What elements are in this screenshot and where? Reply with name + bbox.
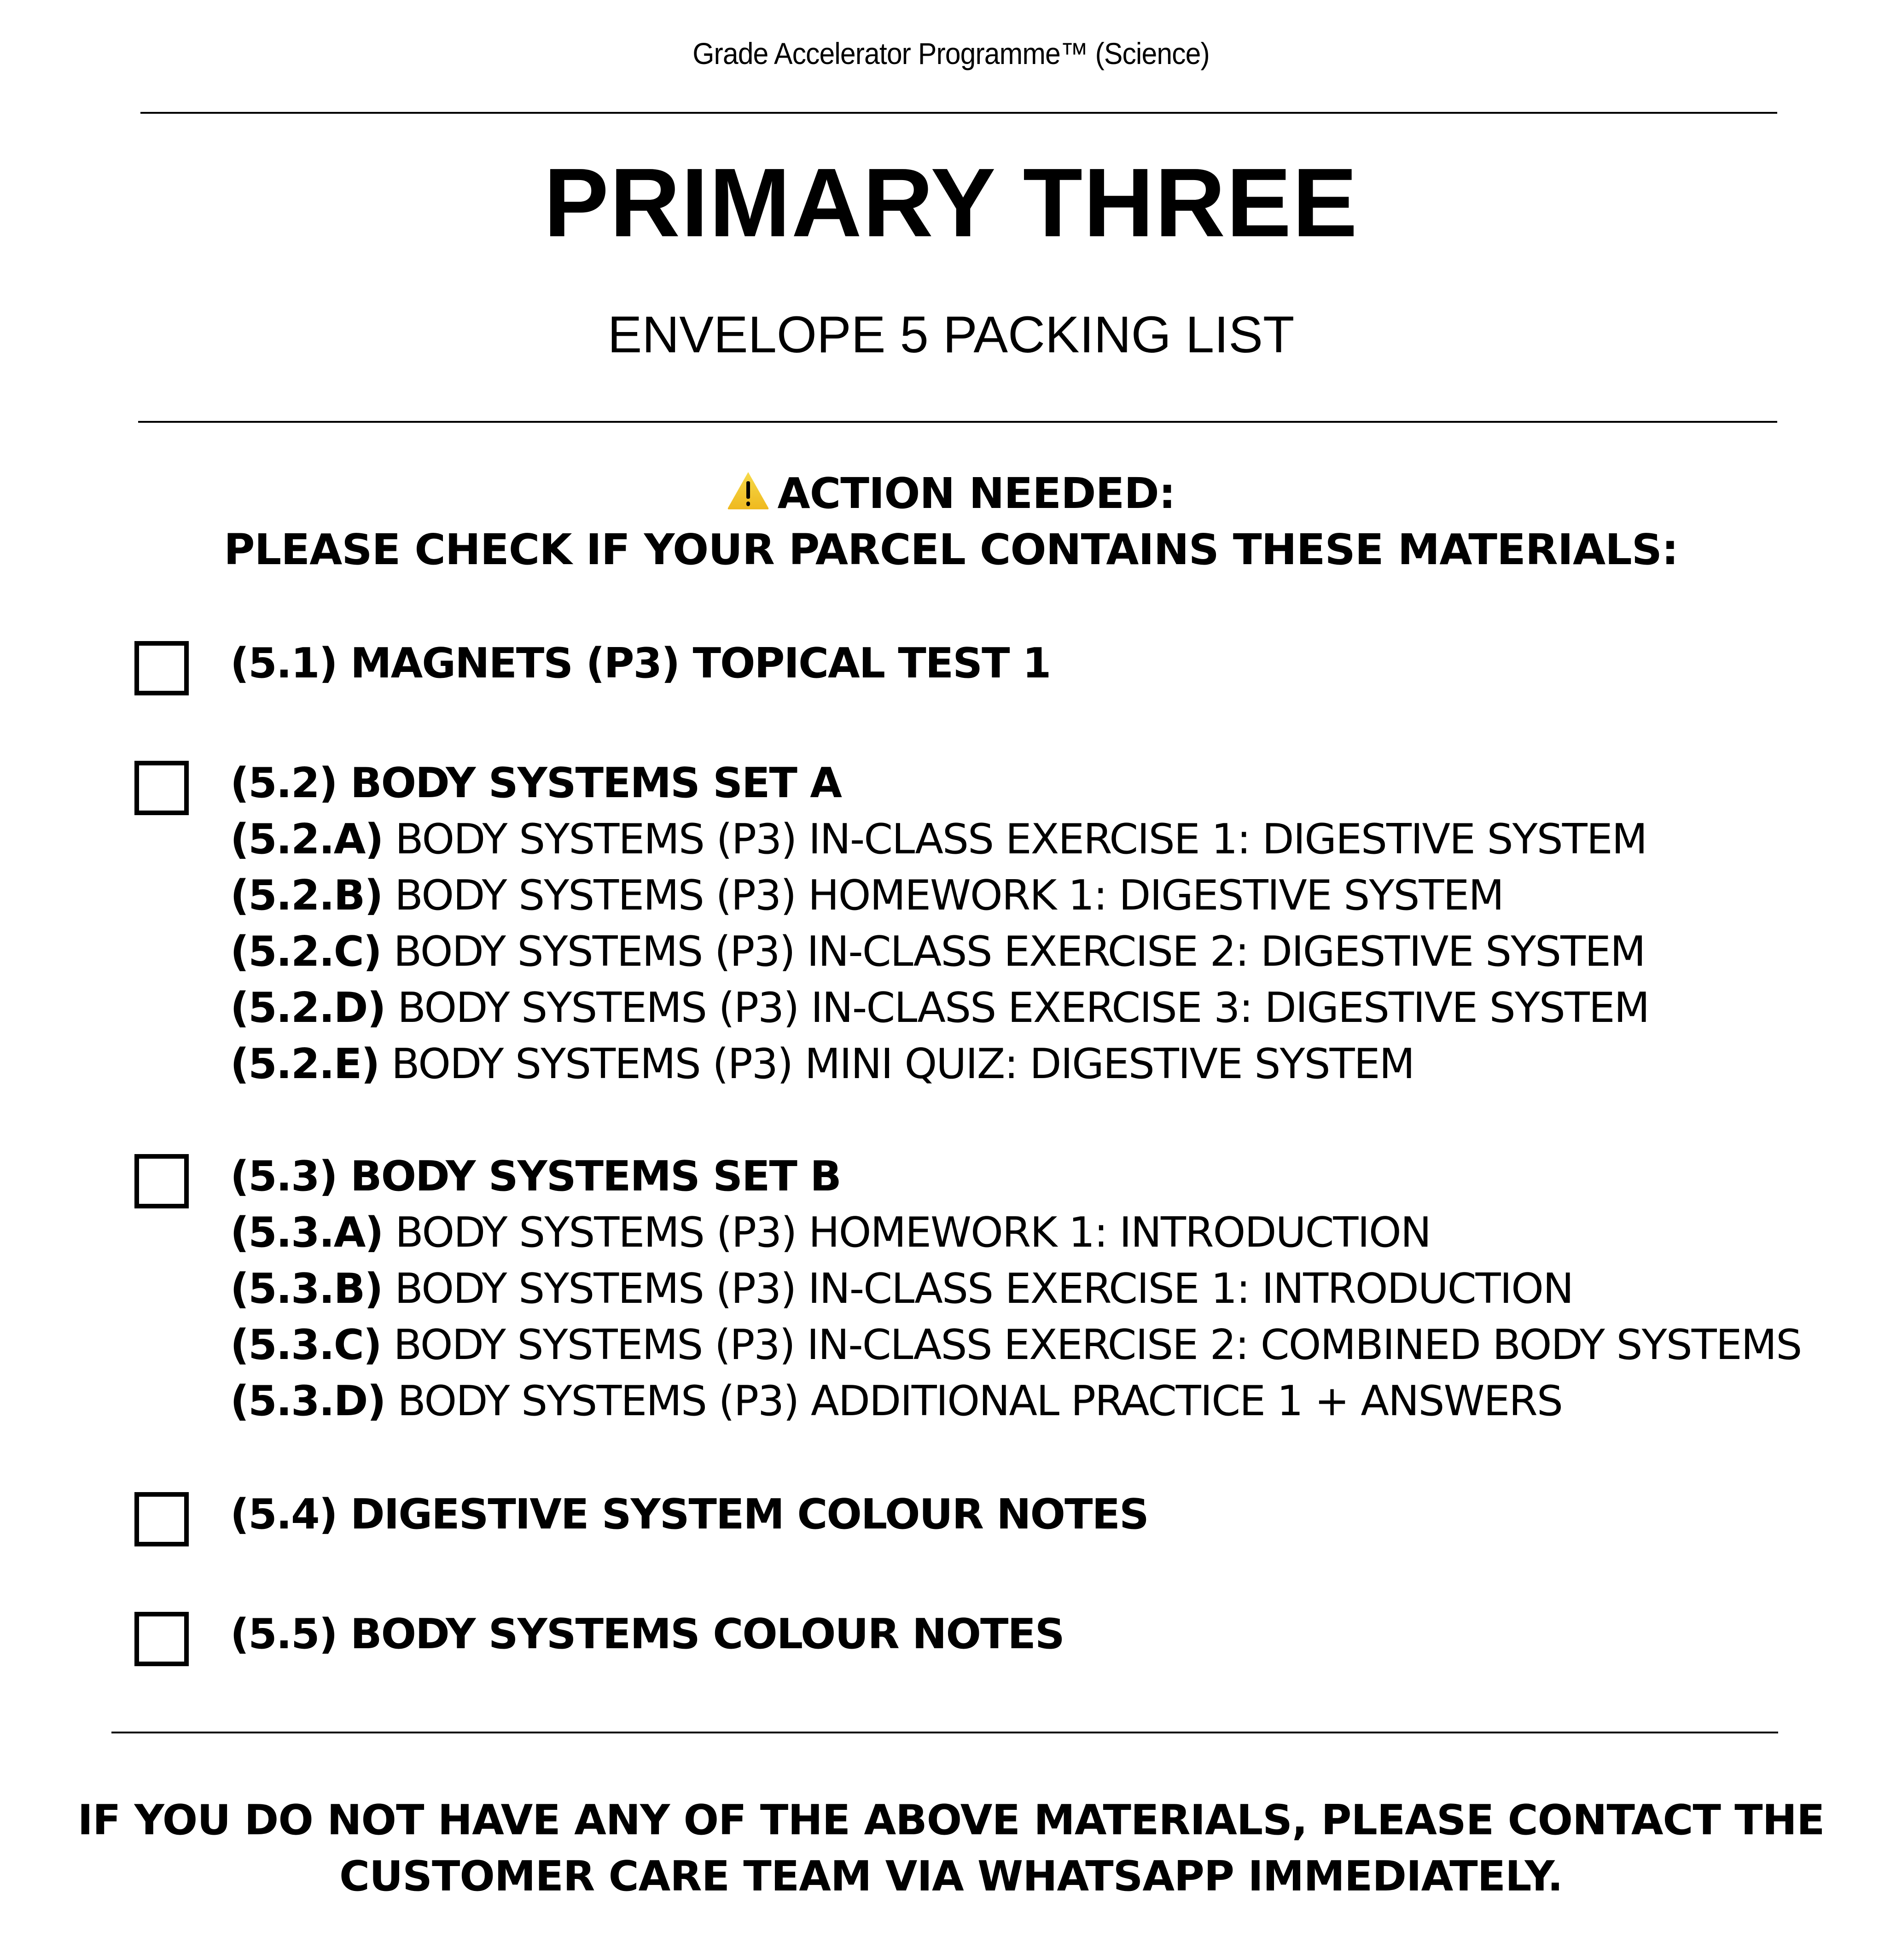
checkbox-5-4[interactable] — [134, 1492, 189, 1546]
subitem-text: BODY SYSTEMS (P3) HOMEWORK 1: DIGESTIVE SYSTEM — [395, 871, 1503, 920]
item-5-3-label: (5.3) BODY SYSTEMS SET B — [230, 1152, 841, 1201]
checkbox-5-5[interactable] — [134, 1612, 189, 1666]
subitem-code: (5.3.A) — [230, 1208, 383, 1257]
subitem-5-2-c — [230, 928, 1645, 976]
subitem-5-3-d — [230, 1377, 1562, 1425]
page-subtitle: ENVELOPE 5 PACKING LIST — [607, 306, 1295, 363]
checkbox-5-3[interactable] — [134, 1154, 189, 1208]
subitem-text: BODY SYSTEMS (P3) HOMEWORK 1: INTRODUCTION — [395, 1208, 1431, 1257]
subitem-code: (5.2.B) — [230, 871, 383, 920]
subitem-5-2-e — [230, 1040, 1414, 1088]
subitem-text: BODY SYSTEMS (P3) ADDITIONAL PRACTICE 1 + ANSWERS — [397, 1377, 1562, 1425]
footer-notice-line1: IF YOU DO NOT HAVE ANY OF THE ABOVE MATERIALS, PLEASE CONTACT THE — [77, 1796, 1825, 1844]
subitem-text: BODY SYSTEMS (P3) IN-CLASS EXERCISE 2: DIGESTIVE SYSTEM — [393, 928, 1645, 976]
subitem-code: (5.2.E) — [230, 1040, 379, 1088]
warning-icon — [727, 471, 769, 509]
subitem-text: BODY SYSTEMS (P3) MINI QUIZ: DIGESTIVE SYSTEM — [391, 1040, 1414, 1088]
subitem-text: BODY SYSTEMS (P3) IN-CLASS EXERCISE 1: DIGESTIVE SYSTEM — [395, 815, 1647, 863]
subitem-5-2-b — [230, 871, 1503, 920]
item-5-5-label: (5.5) BODY SYSTEMS COLOUR NOTES — [230, 1610, 1064, 1658]
action-needed-heading — [0, 469, 1902, 518]
subitem-text: BODY SYSTEMS (P3) IN-CLASS EXERCISE 1: INTRODUCTION — [395, 1265, 1573, 1313]
subitem-code: (5.3.B) — [230, 1265, 383, 1313]
subitem-code: (5.2.D) — [230, 984, 385, 1032]
subitem-5-2-d — [230, 984, 1649, 1032]
subitem-text: BODY SYSTEMS (P3) IN-CLASS EXERCISE 2: COMBINED BODY SYSTEMS — [393, 1321, 1802, 1369]
subitem-5-2-a — [230, 815, 1646, 863]
page-title: PRIMARY THREE — [543, 148, 1359, 257]
subitem-code: (5.3.C) — [230, 1321, 381, 1369]
footer-notice-line2: CUSTOMER CARE TEAM VIA WHATSAPP IMMEDIATELY. — [339, 1852, 1563, 1901]
checkbox-5-1[interactable] — [134, 641, 189, 695]
footer-divider — [111, 1732, 1778, 1733]
header-divider — [140, 112, 1777, 114]
action-needed-label: ACTION NEEDED: — [777, 469, 1175, 518]
item-5-2-label: (5.2) BODY SYSTEMS SET A — [230, 759, 841, 807]
subitem-code: (5.2.C) — [230, 928, 381, 976]
subitem-5-3-c — [230, 1321, 1801, 1369]
action-instruction: PLEASE CHECK IF YOUR PARCEL CONTAINS THESE MATERIALS: — [224, 525, 1678, 574]
checkbox-5-2[interactable] — [134, 761, 189, 815]
subitem-code: (5.3.D) — [230, 1377, 385, 1425]
subitem-text: BODY SYSTEMS (P3) IN-CLASS EXERCISE 3: DIGESTIVE SYSTEM — [397, 984, 1649, 1032]
item-5-4-label: (5.4) DIGESTIVE SYSTEM COLOUR NOTES — [230, 1490, 1148, 1539]
title-divider — [138, 421, 1777, 423]
subitem-code: (5.2.A) — [230, 815, 383, 863]
programme-header: Grade Accelerator Programme™ (Science) — [692, 36, 1210, 70]
subitem-5-3-b — [230, 1265, 1573, 1313]
subitem-5-3-a — [230, 1208, 1431, 1257]
item-5-1-label: (5.1) MAGNETS (P3) TOPICAL TEST 1 — [230, 639, 1051, 688]
